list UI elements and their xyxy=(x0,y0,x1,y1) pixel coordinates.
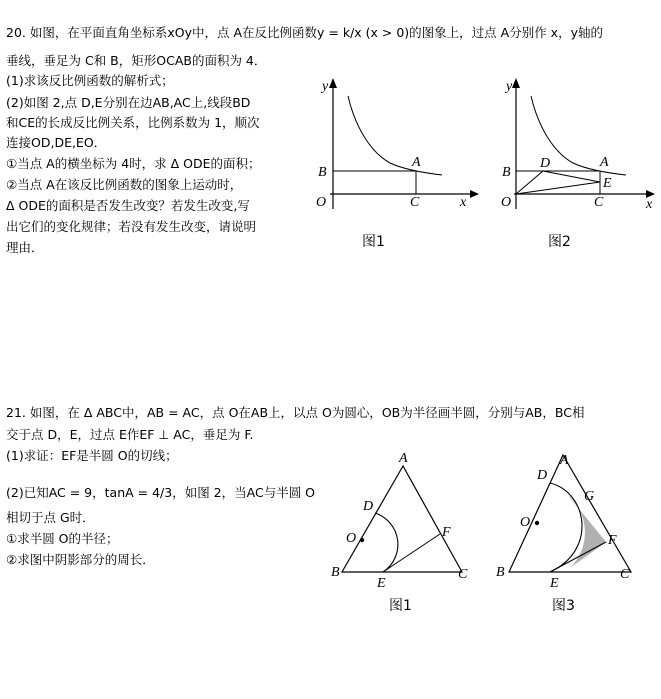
q21-stem-line1: 21. 如图，在 Δ ABC中，AB = AC，点 O在AB上，以点 O为圆心，OB为半径画半圆，分别与AB，BC相 xyxy=(6,405,585,420)
figure-caption: 图1 xyxy=(389,598,412,614)
label-a: A xyxy=(399,451,408,466)
q20-sub2-line3: 出它们的变化规律；若没有发生改变，请说明 xyxy=(6,219,257,234)
label-b: B xyxy=(496,565,505,580)
q20-figure2 xyxy=(486,74,661,259)
label-e: E xyxy=(550,576,559,591)
shaded-region xyxy=(567,494,606,568)
figure-caption: 图3 xyxy=(552,598,575,614)
q21-sub2: ②求图中阴影部分的周长． xyxy=(6,552,155,567)
hyperbola-curve xyxy=(348,96,442,175)
q20-stem-line2: 垂线，垂足为 C和 B，矩形OCAB的面积为 4． xyxy=(6,53,267,68)
q20-part1: (1)求该反比例函数的解析式； xyxy=(6,73,174,88)
q20-sub2-line2: Δ ODE的面积是否发生改变？若发生改变,写 xyxy=(6,198,250,213)
label-o: O xyxy=(346,531,357,546)
q20-figure1 xyxy=(300,74,480,259)
y-axis-arrow-icon xyxy=(512,78,520,88)
center-o-dot xyxy=(535,521,539,525)
q20-part2-line2: 和CE的长成反比例关系，比例系数为 1，顺次 xyxy=(6,115,260,130)
label-c: C xyxy=(620,567,630,582)
y-axis-arrow-icon xyxy=(329,78,337,88)
q21-part2-line2: 相切于点 G时． xyxy=(6,510,95,525)
q21-figure1 xyxy=(325,444,485,619)
label-b: B xyxy=(318,165,327,180)
triangle-abc xyxy=(509,455,631,572)
figure-caption: 图2 xyxy=(548,234,571,250)
q20-sub1: ①当点 A的横坐标为 4时，求 Δ ODE的面积； xyxy=(6,156,261,171)
label-y: y xyxy=(322,79,329,94)
label-o: O xyxy=(501,195,512,210)
label-c: C xyxy=(410,195,420,210)
label-a: A xyxy=(412,155,421,170)
label-y: y xyxy=(506,79,513,94)
label-a: A xyxy=(560,453,569,468)
label-c: C xyxy=(458,567,468,582)
q21-part2-line1: (2)已知AC = 9，tanA = 4/3，如图 2，当AC与半圆 O xyxy=(6,485,316,500)
q21-figure3 xyxy=(492,444,652,619)
segment-de xyxy=(543,171,600,182)
q20-part2-line3: 连接OD,DE,EO． xyxy=(6,135,107,150)
semicircle-o xyxy=(550,483,582,572)
label-d: D xyxy=(363,499,374,514)
triangle-abc xyxy=(342,466,462,572)
label-o: O xyxy=(316,195,327,210)
figure-caption: 图1 xyxy=(362,234,385,250)
q21-sub1: ①求半圆 O的半径； xyxy=(6,531,119,546)
q21-stem-line2: 交于点 D，E，过点 E作EF ⊥ AC，垂足为 F. xyxy=(6,427,254,442)
label-c: C xyxy=(594,195,604,210)
label-a: A xyxy=(600,155,609,170)
semicircle-o xyxy=(375,513,398,572)
q21-part1: (1)求证：EF是半圆 O的切线； xyxy=(6,448,178,463)
label-e: E xyxy=(377,576,386,591)
q20-stem-line1: 20. 如图，在平面直角坐标系xOy中，点 A在反比例函数y = k/x (x > 0)的图象上，过点 A分别作 x，y轴的 xyxy=(6,25,603,40)
label-b: B xyxy=(331,565,340,580)
label-f: F xyxy=(608,533,617,548)
q20-sub2-line4: 理由． xyxy=(6,240,44,255)
label-b: B xyxy=(502,165,511,180)
q20-part2-line1: (2)如图 2,点 D,E分别在边AB,AC上,线段BD xyxy=(6,95,251,110)
label-d: D xyxy=(537,468,548,483)
segment-ef xyxy=(383,534,440,572)
q20-sub2-line1: ②当点 A在该反比例函数的图象上运动时， xyxy=(6,177,243,192)
label-d: D xyxy=(540,156,551,171)
segment-ef xyxy=(550,542,606,572)
center-o-dot xyxy=(360,538,364,542)
label-f: F xyxy=(442,525,451,540)
label-o: O xyxy=(520,515,531,530)
label-e: E xyxy=(603,176,612,191)
label-x: x xyxy=(646,197,653,212)
label-x: x xyxy=(460,195,467,210)
x-axis-arrow-icon xyxy=(470,190,479,198)
label-g: G xyxy=(584,489,595,504)
